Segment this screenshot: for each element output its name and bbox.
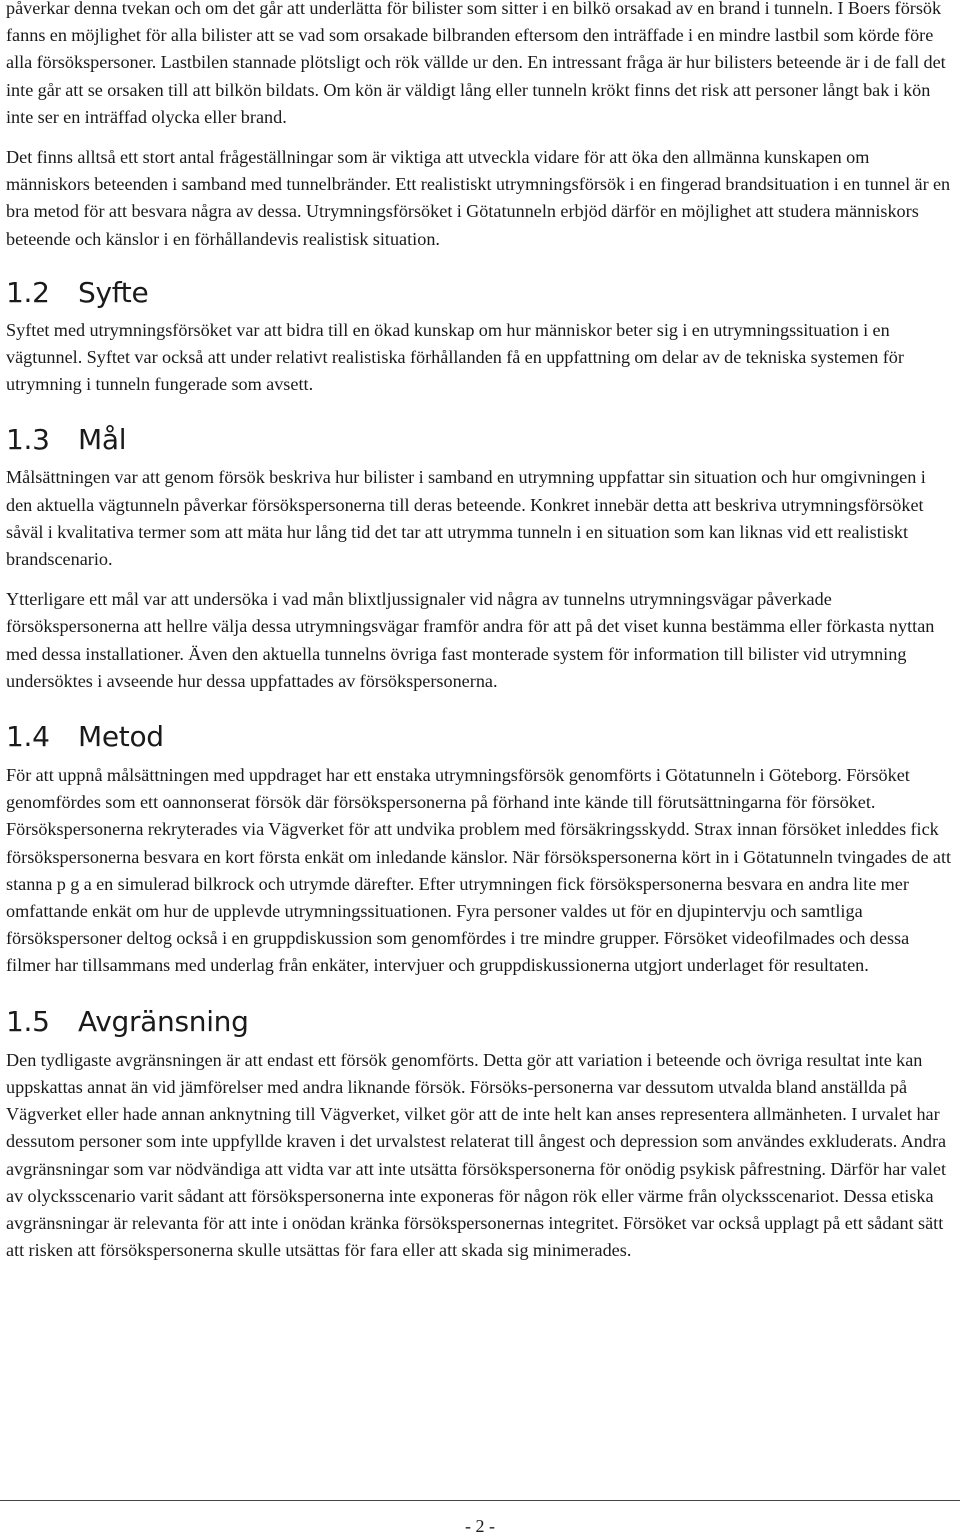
section-heading-syfte (6, 276, 954, 310)
section-title: Avgränsning (78, 1004, 249, 1038)
footer-rule (0, 1500, 960, 1501)
section-heading-metod (6, 720, 954, 754)
mal-paragraph-1: Målsättningen var att genom försök beskriva hur bilister i samband en utrymning uppfattar sin situation och hur omgivningen i den aktuella vägtunneln påverkar försökspersonerna till deras beteende. Konkret innebär detta att beskriva utrymningsförsöket såväl i kvalitativa termer som att mäta hur lång tid det tar att utrymma tunneln i en situation som kan liknas vid ett realistiskt brandscenario. (6, 467, 926, 570)
intro-paragraph-1: påverkar denna tvekan och om det går att underlätta för bilister som sitter i en bilkö orsakad av en brand i tunneln. I Boers försök fanns en möjlighet för alla bilister att se vad som orsakade bilbranden eftersom den inträffade i en mindre lastbil som körde före alla försökspersoner. Lastbilen stannade plötsligt och rök vällde ur den. En intressant fråga är hur bilisters beteende är i de fall det inte går att se orsaken till att bilkön bildats. Om kön är väldigt lång eller tunneln krökt finns det risk att personer långt bak i kön inte ser en inträffad olycka eller brand. (6, 0, 946, 127)
intro-paragraph-2: Det finns alltså ett stort antal frågeställningar som är viktiga att utveckla vidare för att öka den allmänna kunskapen om människors beteenden i samband med tunnelbränder. Ett realistiskt utrymningsförsök i en fingerad brandsituation i en tunnel är en bra metod för att besvara några av dessa. Utrymningsförsöket i Götatunneln erbjöd därför en möjlighet att studera människors beteende och känslor i en förhållandevis realistisk situation. (6, 147, 951, 249)
avgransning-paragraph-1: Den tydligaste avgränsningen är att endast ett försök genomförts. Detta gör att variation i beteende och övriga resultat inte kan uppskattas annat än vid jämförelser med andra liknande försök. Försöks-personerna var dessutom utvalda bland anställda på Vägverket eller hade annan anknytning till Vägverket, vilket gör att de inte helt kan anses representera allmänheten. I urvalet har dessutom personer som inte uppfyllde kraven i det urvalstest relaterat till ångest och depression som användes exkluderats. Andra avgränsningar som var nödvändiga att vidta var att inte utsätta försökspersonerna för onödig psykisk påfrestning. Därför har valet av olycksscenario varit sådant att försökspersonerna inte exponeras för någon rök eller värme från olycksscenariot. Dessa etiska avgränsningar är relevanta för att inte i onödan kränka försökspersonernas integritet. Försöket var också upplagt på ett sådant sätt att risken att försökspersonerna skulle utsättas för fara eller att skada sig minimerades. (6, 1049, 947, 1261)
section-title: Mål (78, 423, 127, 457)
syfte-paragraph-1: Syftet med utrymningsförsöket var att bidra till en ökad kunskap om hur människor beter sig i en utrymningssituation i en vägtunnel. Syftet var också att under relativt realistiska förhållanden få en uppfattning om delar av de tekniska systemen för utrymning i tunneln fungerade som avsett. (6, 319, 904, 395)
section-number: 1.5 (6, 1004, 50, 1038)
page-number: - 2 - (465, 1516, 495, 1536)
mal-paragraph-2: Ytterligare ett mål var att undersöka i vad mån blixtljussignaler vid några av tunnelns utrymningsvägar påverkade försökspersonerna att hellre välja dessa utrymningsvägar framför andra för att på det viset kunna bestämma eller förkasta nyttan med dessa installationer. Även den aktuella tunnelns övriga fast monterade system för information till bilister vid utrymning undersöktes i avseende hur dessa uppfattades av försökspersonerna. (6, 589, 935, 691)
section-title: Syfte (78, 275, 149, 309)
section-number: 1.2 (6, 275, 50, 309)
section-heading-mal (6, 423, 954, 457)
metod-paragraph-1: För att uppnå målsättningen med uppdraget har ett enstaka utrymningsförsök genomförts i Götatunneln i Göteborg. Försöket genomfördes som ett oannonserat försök där försökspersonerna på förhand inte kände till förutsättningarna för försöket. Försökspersonerna rekryterades via Vägverket för att undvika problem med försäkringsskydd. Strax innan försöket inleddes fick försökspersonerna besvara en kort första enkät om inledande känslor. När försökspersonerna kört in i Götatunneln tvingades de att stanna p g a en simulerad bilkrock och utrymde därefter. Efter utrymningen fick försökspersonerna besvara en andra lite mer omfattande enkät om hur de upplevde utrymningssituationen. Fyra personer valdes ut för en djupintervju och samtliga försökspersoner deltog också i en gruppdiskussion som genomfördes i tre mindre grupper. Försöket videofilmades och dessa filmer har tillsammans med underlag från enkäter, intervjuer och gruppdiskussionerna utgjort underlaget för resultaten. (6, 765, 952, 976)
section-heading-avgransning (6, 1005, 954, 1039)
section-number: 1.4 (6, 720, 50, 754)
document-page (6, 0, 954, 1264)
section-number: 1.3 (6, 423, 50, 457)
section-title: Metod (78, 720, 164, 754)
